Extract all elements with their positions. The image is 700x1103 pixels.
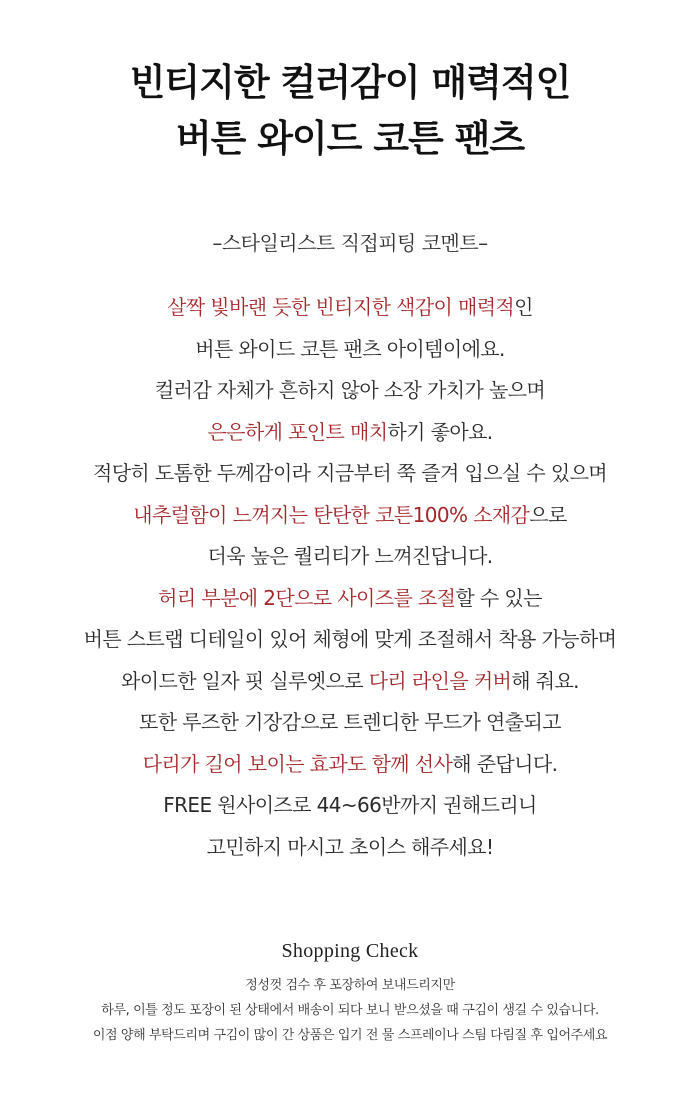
comment-text: 할 수 있는 xyxy=(455,585,542,610)
comment-line xyxy=(0,453,700,495)
comment-text: 해 준답니다. xyxy=(452,751,558,776)
product-title xyxy=(0,55,700,167)
product-title-line-2: 버튼 와이드 코튼 팬츠 xyxy=(175,117,525,160)
comment-text: 해 줘요. xyxy=(511,668,579,693)
comment-text: 더욱 높은 퀄리티가 느껴진답니다. xyxy=(207,544,493,568)
comment-line xyxy=(0,536,700,578)
comment-line xyxy=(0,287,700,329)
comment-text: 또한 루즈한 기장감으로 트렌디한 무드가 연출되고 xyxy=(139,710,561,734)
comment-text: 으로 xyxy=(529,502,567,527)
stylist-comment-body xyxy=(0,287,700,868)
shopping-check-line: 이점 양해 부탁드리며 구김이 많이 간 상품은 입기 전 물 스프레이나 스팀 다림질 후 입어주세요 xyxy=(92,1028,608,1043)
comment-text: 컬러감 자체가 흔하지 않아 소장 가치가 높으며 xyxy=(154,378,546,402)
shopping-check-line: 하루, 이틀 정도 포장이 된 상태에서 배송이 되다 보니 받으셨을 때 구김이 생길 수 있습니다. xyxy=(101,1003,599,1018)
comment-line xyxy=(0,329,700,371)
comment-line xyxy=(0,785,700,827)
comment-line xyxy=(0,578,700,620)
stylist-comment-heading: –스타일리스트 직접피팅 코멘트– xyxy=(212,231,488,255)
comment-text: 적당히 도톰한 두께감이라 지금부터 쭉 즐겨 입으실 수 있으며 xyxy=(92,461,608,485)
highlighted-text: 내추럴함이 느껴지는 탄탄한 코튼100% 소재감 xyxy=(133,502,530,527)
highlighted-text: 살짝 빛바랜 듯한 빈티지한 색감이 매력적 xyxy=(167,295,515,319)
comment-line xyxy=(0,702,700,744)
comment-text: 하기 좋아요. xyxy=(387,419,493,444)
shopping-check-title: Shopping Check xyxy=(281,940,419,962)
highlighted-text: 은은하게 포인트 매치 xyxy=(207,419,388,444)
comment-line xyxy=(0,619,700,661)
highlighted-text: 허리 부분에 2단으로 사이즈를 조절 xyxy=(158,585,456,610)
comment-text: 버튼 와이드 코튼 팬츠 아이템이에요. xyxy=(195,336,505,361)
product-title-line-1: 빈티지한 컬러감이 매력적인 xyxy=(129,61,571,104)
comment-text: 고민하지 마시고 초이스 해주세요! xyxy=(206,834,494,859)
comment-text: 와이드한 일자 핏 실루엣으로 xyxy=(121,668,369,693)
highlighted-text: 다리가 길어 보이는 효과도 함께 선사 xyxy=(142,751,453,776)
comment-line xyxy=(0,827,700,869)
comment-text: 버튼 스트랩 디테일이 있어 체형에 맞게 조절해서 착용 가능하며 xyxy=(83,627,617,651)
shopping-check-notice xyxy=(0,973,700,1048)
shopping-check-line: 정성껏 검수 후 포장하여 보내드리지만 xyxy=(245,978,455,993)
comment-text: 인 xyxy=(514,295,533,319)
comment-line xyxy=(0,370,700,412)
comment-line xyxy=(0,495,700,537)
comment-line xyxy=(0,661,700,703)
highlighted-text: 다리 라인을 커버 xyxy=(368,668,512,693)
comment-text: FREE 원사이즈로 44~66반까지 권해드리니 xyxy=(163,793,537,817)
comment-line xyxy=(0,744,700,786)
comment-line xyxy=(0,412,700,454)
